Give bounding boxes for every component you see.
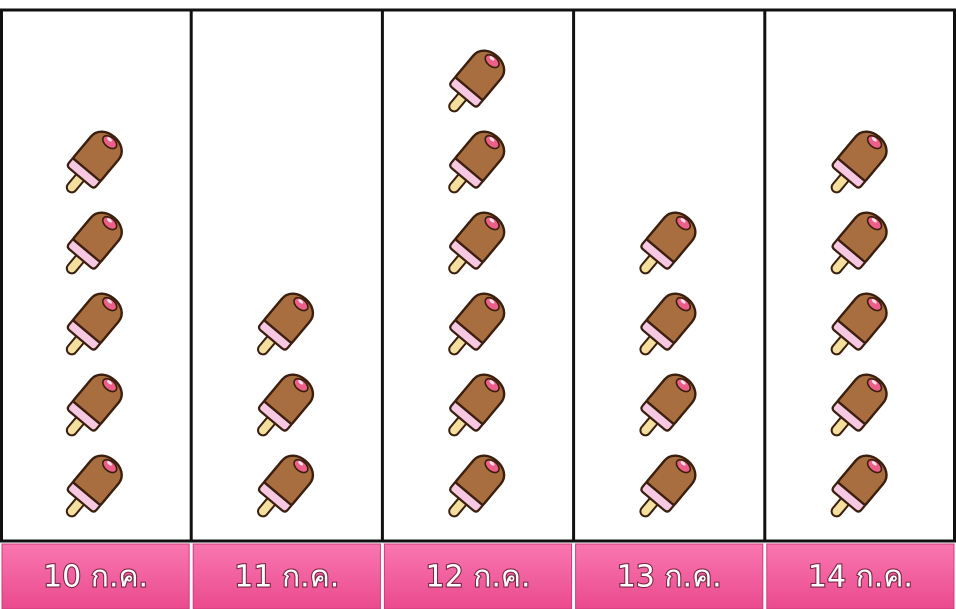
- category-cell: [2, 544, 189, 609]
- category-cell: [384, 544, 571, 609]
- category-label: 13 ก.ค.: [616, 559, 722, 595]
- category-label: 11 ก.ค.: [234, 559, 340, 595]
- category-cell: [576, 544, 763, 609]
- category-cell: [767, 544, 954, 609]
- category-cell: [193, 544, 380, 609]
- category-label: 10 ก.ค.: [43, 559, 149, 595]
- category-label: 14 ก.ค.: [807, 559, 913, 595]
- labels-layer: [2, 544, 954, 609]
- category-label: 12 ก.ค.: [425, 559, 531, 595]
